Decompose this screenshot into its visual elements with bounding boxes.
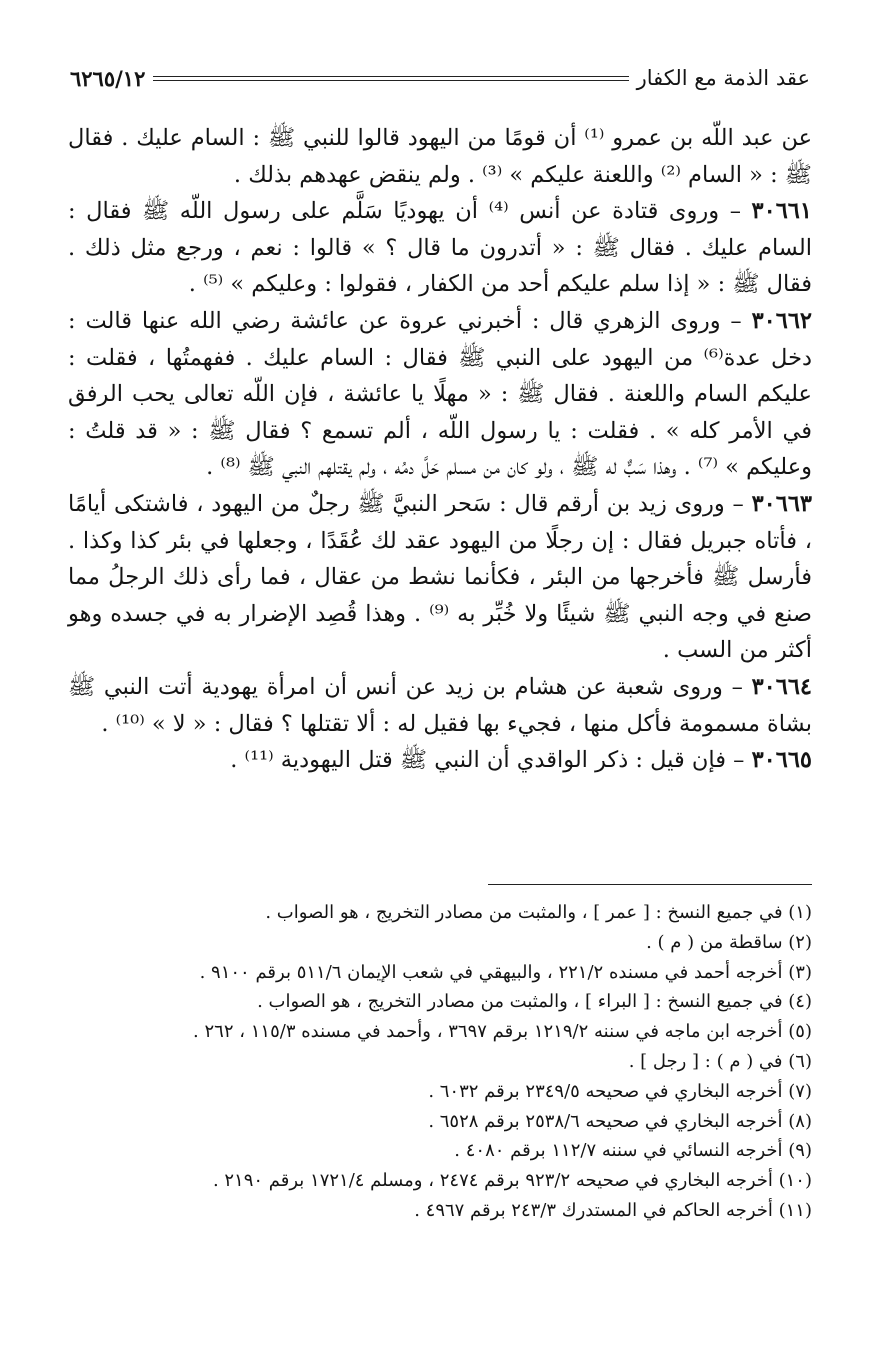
footnote: (١) في جميع النسخ : [ عمر ] ، والمثبت من مصادر التخريج ، هو الصواب .	[265, 902, 812, 923]
text-line: ﷺ : « إذا سلم عليكم أحد من الكفار ، فقولوا : وعليكم » ⁽⁵⁾ .	[188, 271, 760, 298]
text-line: كله » . فقلت : يا رسول اللّه ، ألم تسمع ؟ فقال ﷺ : « قد قلتُ : وعليكم » ⁽⁷⁾ .	[68, 417, 812, 481]
text-line: – وروى شعبة عن هشام بن زيد عن أنس أن امرأة يهودية أتت النبي ﷺ	[68, 673, 743, 700]
footnote: (١١) أخرجه الحاكم في المستدرك ٢٤٣/٣ برقم ٤٩٦٧ .	[414, 1199, 812, 1221]
text-line: – وروى الزهري قال : أخبرني عروة عن عائشة رضي الله عنها قالت : دخل	[68, 307, 812, 371]
footnote: (٤) في جميع النسخ : [ البراء ] ، والمثبت من مصادر التخريج ، هو الصواب .	[257, 991, 812, 1013]
footnote: (١٠) أخرجه البخاري في صحيحه ٩٢٣/٢ برقم ٢٤٧٤ ، ومسلم ١٧٢١/٤ برقم ٢١٩٠ .	[212, 1170, 812, 1192]
paragraph-number: ٣٠٦٦٤	[751, 673, 812, 700]
paragraph-number: ٣٠٦٦١	[751, 198, 812, 225]
text-line: عن عبد اللّه بن عمرو ⁽¹⁾ أن قومًا من اليهود قالوا للنبي ﷺ : السام عليك . فقال	[68, 125, 813, 151]
text-line: ﷺ شيئًا ولا خُبِّر به ⁽⁹⁾ . وهذا قُصِد الإضرار به في جسده وهو أكثر من السب .	[68, 600, 812, 664]
paragraph	[68, 193, 812, 303]
body-text	[68, 120, 812, 779]
text-line: ﷺ : « السام ⁽²⁾ واللعنة عليكم » ⁽³⁾ . ولم ينقض عهدهم بذلك .	[233, 161, 812, 188]
paragraph	[68, 303, 812, 486]
chapter-title: عقد الذمة مع الكفار	[636, 66, 810, 90]
footnotes	[68, 898, 812, 1226]
text-line: ﷺ فأخرجها من البئر ، فكأنما نشط من عقال ، فما رأى ذلك الرجلُ مما صنع في وجه النبي	[68, 564, 812, 627]
paragraph-number: ٣٠٦٦٣	[751, 490, 812, 517]
text-line: فأتاه جبريل فقال : إن رجلًا من اليهود عقد لك عُقَدًا ، وجعلها في بئر كذا وكذا . فأرسل	[68, 527, 812, 591]
paragraph-number: ٣٠٦٦٥	[751, 747, 812, 774]
text-line: وهذا سَبٌّ له ﷺ ، ولو كان من مسلم حَلَّ دمُه ، ولم يقتلهم النبي ﷺ ⁽⁸⁾ .	[206, 454, 677, 481]
running-header	[70, 58, 810, 98]
paragraph-number: ٣٠٦٦٢	[751, 307, 812, 334]
footnote: (٣) أخرجه أحمد في مسنده ٢٢١/٢ ، والبيهقي في شعب الإيمان ٥١١/٦ برقم ٩١٠٠ .	[199, 961, 812, 983]
paragraph	[68, 742, 812, 779]
footnote: (٧) أخرجه البخاري في صحيحه ٢٣٤٩/٥ برقم ٦٠٣٢ .	[428, 1080, 812, 1102]
paragraph	[68, 669, 812, 742]
text-line: السام عليك . فقال ﷺ : « أتدرون ما قال ؟ » قالوا : نعم ، ورجع مثل ذلك . فقال	[68, 234, 812, 298]
text-line: بشاة مسمومة فأكل منها ، فجيء بها فقيل له : ألا تقتلها ؟ فقال : « لا » ⁽¹⁰⁾ .	[101, 710, 812, 737]
paragraph	[68, 486, 812, 669]
footnote: (٩) أخرجه النسائي في سننه ١١٢/٧ برقم ٤٠٨٠ .	[454, 1140, 812, 1162]
header-rule	[153, 76, 628, 81]
paragraph	[68, 120, 812, 193]
text-line: عدة⁽⁶⁾ من اليهود على النبي ﷺ فقال : السام عليك . ففهمتُها ، فقلت : عليكم	[68, 344, 812, 408]
footnote: (٥) أخرجه ابن ماجه في سننه ١٢١٩/٢ برقم ٣٦٩٧ ، وأحمد في مسنده ١١٥/٣ ، ٢٦٢ .	[193, 1021, 812, 1043]
footnote: (٢) ساقطة من ( م ) .	[646, 931, 812, 953]
page-number: ٦٢٦٥/١٢	[70, 65, 146, 91]
text-line: – فإن قيل : ذكر الواقدي أن النبي ﷺ قتل اليهودية ⁽¹¹⁾ .	[230, 747, 745, 774]
footnote: (٨) أخرجه البخاري في صحيحه ٢٥٣٨/٦ برقم ٦٥٢٨ .	[428, 1110, 812, 1132]
footnote-separator	[488, 884, 812, 885]
text-line: السام واللعنة . فقال ﷺ : « مهلًا يا عائشة ، فإن اللّه تعالى يحب الرفق في الأمر	[68, 381, 813, 444]
text-line: – وروى زيد بن أرقم قال : سَحر النبيَّ ﷺ رجلٌ من اليهود ، فاشتكى أيامًا ،	[68, 490, 812, 554]
text-line: – وروى قتادة عن أنس ⁽⁴⁾ أن يهوديًا سَلَّم على رسول اللّه ﷺ فقال :	[68, 198, 741, 225]
footnote: (٦) في ( م ) : [ رجل ] .	[628, 1050, 812, 1072]
